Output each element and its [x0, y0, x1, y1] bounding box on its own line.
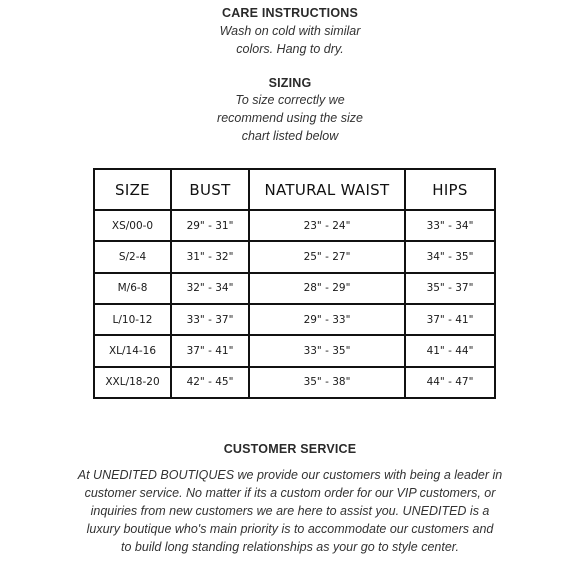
sizing-line: chart listed below: [241, 129, 339, 143]
cell-size: XL/14-16: [94, 335, 171, 366]
cell-bust: 32" - 34": [171, 273, 249, 304]
cell-hips: 41" - 44": [405, 335, 495, 366]
customer-service-line: customer service. No matter if its a custom order for our VIP customers, or: [84, 486, 496, 500]
cell-waist: 28" - 29": [249, 273, 405, 304]
size-chart-table: [93, 168, 496, 399]
cell-size: M/6-8: [94, 273, 171, 304]
header-natural-waist: NATURAL WAIST: [249, 169, 405, 210]
cell-size: XXL/18-20: [94, 367, 171, 398]
sizing-line: recommend using the size: [217, 111, 363, 125]
table-row: [94, 210, 495, 241]
cell-size: L/10-12: [94, 304, 171, 335]
size-chart-header-row: [94, 169, 495, 210]
cell-hips: 35" - 37": [405, 273, 495, 304]
header-size: SIZE: [94, 169, 171, 210]
care-instructions-text: [0, 22, 580, 58]
cell-waist: 23" - 24": [249, 210, 405, 241]
cell-waist: 33" - 35": [249, 335, 405, 366]
table-row: [94, 241, 495, 272]
sizing-heading: SIZING: [268, 76, 312, 90]
customer-service-heading: CUSTOMER SERVICE: [223, 442, 357, 456]
table-row: [94, 273, 495, 304]
cell-bust: 37" - 41": [171, 335, 249, 366]
cell-hips: 33" - 34": [405, 210, 495, 241]
table-row: [94, 335, 495, 366]
cell-bust: 33" - 37": [171, 304, 249, 335]
customer-service-line: At UNEDITED BOUTIQUES we provide our customers with being a leader in: [77, 468, 503, 482]
cell-size: XS/00-0: [94, 210, 171, 241]
sizing-line: To size correctly we: [235, 93, 345, 107]
customer-service-line: to build long standing relationships as your go to style center.: [121, 540, 459, 554]
cell-hips: 44" - 47": [405, 367, 495, 398]
cell-waist: 25" - 27": [249, 241, 405, 272]
sizing-text: [0, 91, 580, 145]
care-line: Wash on cold with similar: [219, 24, 361, 38]
cell-bust: 29" - 31": [171, 210, 249, 241]
cell-hips: 37" - 41": [405, 304, 495, 335]
cell-bust: 42" - 45": [171, 367, 249, 398]
cell-hips: 34" - 35": [405, 241, 495, 272]
table-row: [94, 367, 495, 398]
customer-service-text: [0, 466, 580, 556]
header-hips: HIPS: [405, 169, 495, 210]
cell-size: S/2-4: [94, 241, 171, 272]
care-line: colors. Hang to dry.: [236, 42, 344, 56]
header-bust: BUST: [171, 169, 249, 210]
customer-service-line: luxury boutique who's main priority is to accommodate our customers and: [86, 522, 494, 536]
cell-bust: 31" - 32": [171, 241, 249, 272]
table-row: [94, 304, 495, 335]
care-instructions-heading: CARE INSTRUCTIONS: [221, 6, 359, 20]
cell-waist: 35" - 38": [249, 367, 405, 398]
cell-waist: 29" - 33": [249, 304, 405, 335]
customer-service-line: inquiries from new customers we are here to assist you. UNEDITED is a: [90, 504, 490, 518]
